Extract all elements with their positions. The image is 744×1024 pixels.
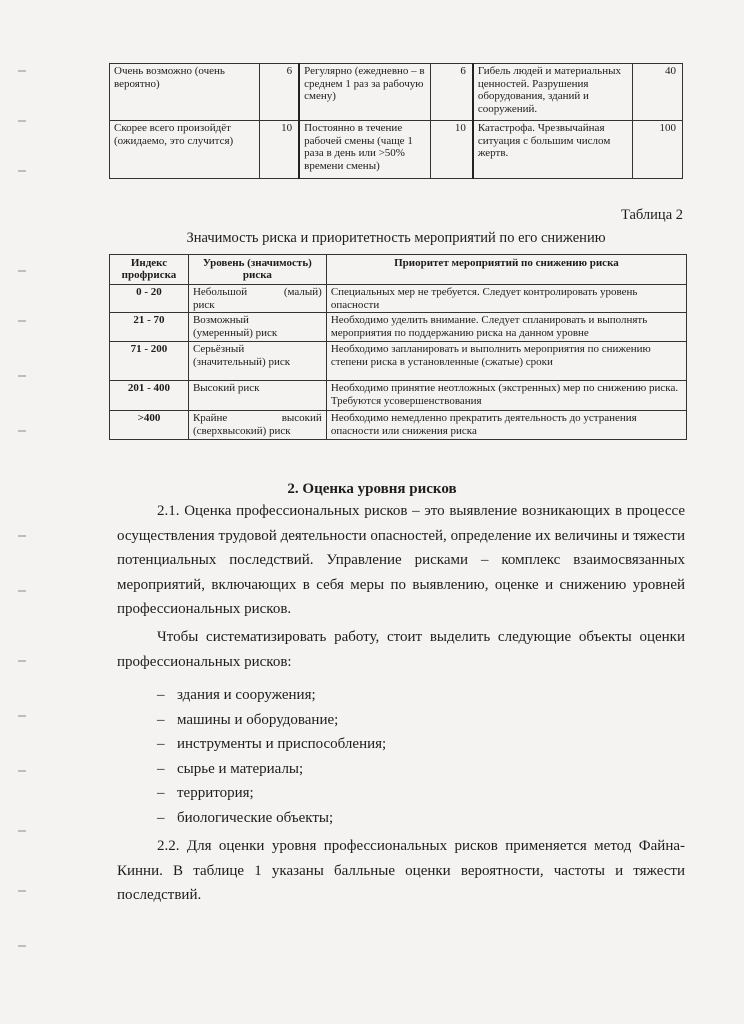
binding-holes: [18, 0, 26, 1024]
paragraph-objects-intro: Чтобы систематизировать работу, стоит выделить следующие объекты оценки профессиональных рисков:: [117, 629, 685, 670]
risk-index: >400: [110, 411, 189, 440]
risk-priority-table: [109, 254, 687, 440]
table-row: [110, 381, 687, 411]
risk-scores-table: [109, 63, 683, 179]
table-header-row: [110, 255, 687, 285]
frequency-score: 6: [431, 64, 473, 121]
risk-level: [188, 411, 326, 440]
level-word: (малый): [283, 286, 322, 298]
list-item: [157, 806, 386, 831]
risk-level: [188, 285, 326, 313]
risk-priority: Необходимо запланировать и выполнить мероприятия по снижению степени риска в установленные (сжатые) сроки: [326, 342, 686, 381]
list-item: [157, 708, 386, 733]
paragraph-2-1: 2.1. Оценка профессиональных рисков – это выявление возникающих в процессе осуществления трудовой деятельности опасностей, определение их величины и тяжести потенциальных последствий. Управление рисками – комплекс взаимосвязанных мероприятий, включающих в себя меры по выявлению, оценке и снижению уровней профессиональных рисков.: [117, 503, 685, 617]
risk-level: [188, 342, 326, 381]
list-item-text: инструменты и приспособления;: [177, 736, 387, 752]
level-word: риск: [192, 298, 215, 311]
table-row: [110, 285, 687, 313]
section-heading: 2. Оценка уровня рисков: [287, 481, 457, 497]
table-row: [110, 411, 687, 440]
list-item: [157, 683, 386, 708]
severity-score: 40: [633, 64, 683, 121]
severity-score: 100: [633, 121, 683, 179]
risk-priority: Специальных мер не требуется. Следует контролировать уровень опасности: [326, 285, 686, 313]
list-dash: –: [157, 809, 165, 826]
risk-level: Высокий риск: [188, 381, 326, 411]
frequency-score: 10: [431, 121, 473, 179]
table-number-label: Таблица 2: [620, 207, 683, 223]
list-dash: –: [157, 736, 165, 752]
header-level: Уровень (значимость) риска: [188, 255, 326, 285]
list-item-text: биологические объекты;: [177, 809, 334, 826]
table-row: [110, 313, 687, 342]
level-word: высокий: [281, 412, 322, 424]
list-item-text: сырье и материалы;: [177, 760, 304, 777]
table-row: [110, 64, 683, 121]
list-dash: –: [157, 711, 165, 728]
probability-label: Скорее всего произойдёт (ожидаемо, это случится): [110, 121, 260, 179]
level-word: (сверхвысокий) риск: [192, 424, 291, 437]
list-item-text: здания и сооружения;: [177, 687, 316, 703]
risk-index: 0 - 20: [110, 285, 189, 313]
severity-label: Катастрофа. Чрезвычайная ситуация с большим числом жертв.: [473, 121, 633, 179]
level-word: (умеренный) риск: [192, 326, 278, 339]
severity-label: Гибель людей и материальных ценностей. Разрушения оборудования, зданий и сооружений.: [473, 64, 633, 121]
list-item: [157, 757, 386, 782]
table-title: Значимость риска и приоритетность мероприятий по его снижению: [186, 230, 606, 246]
table-row: [110, 342, 687, 381]
probability-label: Очень возможно (очень вероятно): [110, 64, 260, 121]
list-item-text: машины и оборудование;: [177, 711, 339, 728]
risk-index: 21 - 70: [110, 313, 189, 342]
level-word: Небольшой: [192, 286, 248, 298]
header-priority: Приоритет мероприятий по снижению риска: [326, 255, 686, 285]
level-word: (значительный) риск: [192, 355, 291, 368]
header-index: Индекс профриска: [110, 255, 189, 285]
risk-priority: Необходимо уделить внимание. Следует спланировать и выполнять мероприятия по поддержанию риска на данном уровне: [326, 313, 686, 342]
frequency-label: Регулярно (ежедневно – в среднем 1 раз за рабочую смену): [299, 64, 431, 121]
objects-list: [157, 683, 386, 830]
risk-priority: Необходимо немедленно прекратить деятельность до устранения опасности или снижения риска: [326, 411, 686, 440]
risk-priority: Необходимо принятие неотложных (экстренных) мер по снижению риска. Требуются усовершенствования: [326, 381, 686, 411]
list-item: [157, 732, 386, 757]
list-item: [157, 781, 386, 806]
list-dash: –: [157, 760, 165, 777]
list-item-text: территория;: [177, 785, 254, 801]
list-dash: –: [157, 687, 165, 703]
risk-index: 71 - 200: [110, 342, 189, 381]
frequency-label: Постоянно в течение рабочей смены (чаще 1 раза в день или >50% времени смены): [299, 121, 431, 179]
probability-score: 10: [259, 121, 299, 179]
list-dash: –: [157, 785, 165, 801]
level-word: Возможный: [192, 314, 249, 326]
probability-score: 6: [259, 64, 299, 121]
risk-level: [188, 313, 326, 342]
level-word: Крайне: [192, 412, 228, 424]
risk-index: 201 - 400: [110, 381, 189, 411]
level-word: Серьёзный: [192, 343, 245, 355]
paragraph-2-2: 2.2. Для оценки уровня профессиональных рисков применяется метод Файна-Кинни. В таблице 1 указаны балльные оценки вероятности, частоты и тяжести последствий.: [117, 838, 685, 903]
table-row: [110, 121, 683, 179]
